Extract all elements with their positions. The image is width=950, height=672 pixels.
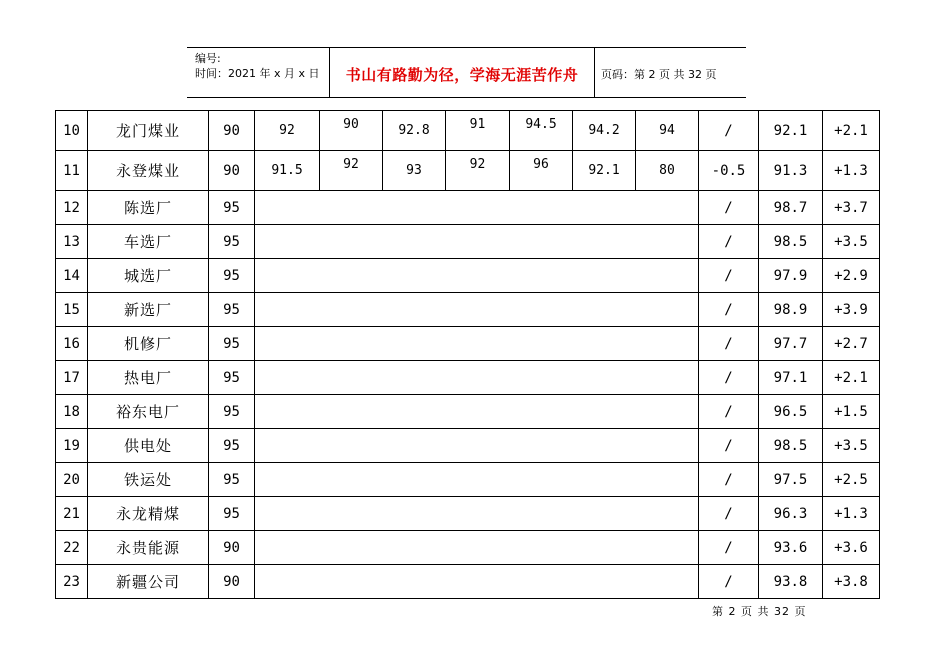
score-diff-cell: +2.1 xyxy=(823,111,880,151)
adjustment-cell: / xyxy=(699,327,759,361)
row-number-cell: 16 xyxy=(56,327,88,361)
table-row xyxy=(56,225,880,259)
base-score-cell: 90 xyxy=(209,111,255,151)
base-score-cell: 95 xyxy=(209,293,255,327)
empty-sub-score-cell xyxy=(255,361,699,395)
page-footer: 第 2 页 共 32 页 xyxy=(712,605,807,618)
adjustment-cell: / xyxy=(699,259,759,293)
final-score-cell: 98.9 xyxy=(759,293,823,327)
unit-name-cell: 新疆公司 xyxy=(88,565,209,599)
empty-sub-score-cell xyxy=(255,327,699,361)
sub-score-cell: 92 xyxy=(320,151,383,191)
sub-score-cell: 92 xyxy=(255,111,320,151)
unit-name-cell: 裕东电厂 xyxy=(88,395,209,429)
sub-score-cell: 92.1 xyxy=(573,151,636,191)
sub-score-cell: 80 xyxy=(636,151,699,191)
score-diff-cell: +3.8 xyxy=(823,565,880,599)
row-number-cell: 15 xyxy=(56,293,88,327)
final-score-cell: 91.3 xyxy=(759,151,823,191)
empty-sub-score-cell xyxy=(255,191,699,225)
row-number-cell: 21 xyxy=(56,497,88,531)
table-row xyxy=(56,293,880,327)
score-diff-cell: +1.3 xyxy=(823,497,880,531)
empty-sub-score-cell xyxy=(255,225,699,259)
unit-name-cell: 车选厂 xyxy=(88,225,209,259)
row-number-cell: 10 xyxy=(56,111,88,151)
unit-name-cell: 机修厂 xyxy=(88,327,209,361)
score-diff-cell: +2.9 xyxy=(823,259,880,293)
adjustment-cell: / xyxy=(699,225,759,259)
base-score-cell: 95 xyxy=(209,429,255,463)
base-score-cell: 95 xyxy=(209,497,255,531)
final-score-cell: 98.5 xyxy=(759,429,823,463)
base-score-cell: 95 xyxy=(209,191,255,225)
final-score-cell: 92.1 xyxy=(759,111,823,151)
sub-score-cell: 92 xyxy=(446,151,510,191)
score-diff-cell: +1.5 xyxy=(823,395,880,429)
unit-name-cell: 永登煤业 xyxy=(88,151,209,191)
score-diff-cell: +2.7 xyxy=(823,327,880,361)
score-diff-cell: +1.3 xyxy=(823,151,880,191)
document-time-label: 时间：2021 年 x 月 x 日 xyxy=(195,67,320,80)
final-score-cell: 96.5 xyxy=(759,395,823,429)
base-score-cell: 95 xyxy=(209,259,255,293)
adjustment-cell: / xyxy=(699,395,759,429)
score-diff-cell: +3.6 xyxy=(823,531,880,565)
score-table xyxy=(55,110,880,599)
table-row xyxy=(56,395,880,429)
row-number-cell: 12 xyxy=(56,191,88,225)
empty-sub-score-cell xyxy=(255,565,699,599)
table-body xyxy=(56,111,880,599)
final-score-cell: 97.1 xyxy=(759,361,823,395)
adjustment-cell: -0.5 xyxy=(699,151,759,191)
score-diff-cell: +2.1 xyxy=(823,361,880,395)
base-score-cell: 95 xyxy=(209,463,255,497)
final-score-cell: 96.3 xyxy=(759,497,823,531)
empty-sub-score-cell xyxy=(255,429,699,463)
adjustment-cell: / xyxy=(699,191,759,225)
header-divider xyxy=(594,48,595,97)
table-row xyxy=(56,191,880,225)
table-row xyxy=(56,111,880,151)
table-row xyxy=(56,531,880,565)
table-row xyxy=(56,151,880,191)
final-score-cell: 93.8 xyxy=(759,565,823,599)
adjustment-cell: / xyxy=(699,531,759,565)
final-score-cell: 97.9 xyxy=(759,259,823,293)
table-row xyxy=(56,429,880,463)
base-score-cell: 95 xyxy=(209,327,255,361)
adjustment-cell: / xyxy=(699,463,759,497)
final-score-cell: 97.5 xyxy=(759,463,823,497)
final-score-cell: 93.6 xyxy=(759,531,823,565)
base-score-cell: 95 xyxy=(209,395,255,429)
empty-sub-score-cell xyxy=(255,463,699,497)
row-number-cell: 23 xyxy=(56,565,88,599)
score-diff-cell: +3.9 xyxy=(823,293,880,327)
final-score-cell: 98.5 xyxy=(759,225,823,259)
unit-name-cell: 永龙精煤 xyxy=(88,497,209,531)
sub-score-cell: 90 xyxy=(320,111,383,151)
sub-score-cell: 96 xyxy=(510,151,573,191)
empty-sub-score-cell xyxy=(255,497,699,531)
row-number-cell: 19 xyxy=(56,429,88,463)
row-number-cell: 18 xyxy=(56,395,88,429)
table-row xyxy=(56,259,880,293)
sub-score-cell: 93 xyxy=(383,151,446,191)
empty-sub-score-cell xyxy=(255,293,699,327)
adjustment-cell: / xyxy=(699,293,759,327)
unit-name-cell: 新选厂 xyxy=(88,293,209,327)
adjustment-cell: / xyxy=(699,429,759,463)
empty-sub-score-cell xyxy=(255,395,699,429)
row-number-cell: 11 xyxy=(56,151,88,191)
unit-name-cell: 陈选厂 xyxy=(88,191,209,225)
score-diff-cell: +3.5 xyxy=(823,225,880,259)
header-motto: 书山有路勤为径，学海无涯苦作舟 xyxy=(345,66,579,84)
unit-name-cell: 城选厂 xyxy=(88,259,209,293)
sub-score-cell: 94 xyxy=(636,111,699,151)
table-row xyxy=(56,497,880,531)
table-row xyxy=(56,463,880,497)
adjustment-cell: / xyxy=(699,497,759,531)
row-number-cell: 17 xyxy=(56,361,88,395)
unit-name-cell: 热电厂 xyxy=(88,361,209,395)
row-number-cell: 13 xyxy=(56,225,88,259)
header-page-info: 页码：第 2 页 共 32 页 xyxy=(601,68,717,81)
base-score-cell: 95 xyxy=(209,361,255,395)
score-diff-cell: +3.7 xyxy=(823,191,880,225)
sub-score-cell: 94.5 xyxy=(510,111,573,151)
sub-score-cell: 91 xyxy=(446,111,510,151)
sub-score-cell: 94.2 xyxy=(573,111,636,151)
base-score-cell: 90 xyxy=(209,531,255,565)
empty-sub-score-cell xyxy=(255,531,699,565)
adjustment-cell: / xyxy=(699,361,759,395)
header-meta xyxy=(195,51,320,81)
unit-name-cell: 永贵能源 xyxy=(88,531,209,565)
table-row xyxy=(56,361,880,395)
unit-name-cell: 铁运处 xyxy=(88,463,209,497)
unit-name-cell: 龙门煤业 xyxy=(88,111,209,151)
score-diff-cell: +3.5 xyxy=(823,429,880,463)
page-header xyxy=(187,47,746,98)
document-number-label: 编号: xyxy=(195,52,221,65)
empty-sub-score-cell xyxy=(255,259,699,293)
sub-score-cell: 92.8 xyxy=(383,111,446,151)
adjustment-cell: / xyxy=(699,565,759,599)
adjustment-cell: / xyxy=(699,111,759,151)
base-score-cell: 90 xyxy=(209,151,255,191)
final-score-cell: 98.7 xyxy=(759,191,823,225)
table-row xyxy=(56,327,880,361)
sub-score-cell: 91.5 xyxy=(255,151,320,191)
row-number-cell: 14 xyxy=(56,259,88,293)
final-score-cell: 97.7 xyxy=(759,327,823,361)
row-number-cell: 22 xyxy=(56,531,88,565)
row-number-cell: 20 xyxy=(56,463,88,497)
unit-name-cell: 供电处 xyxy=(88,429,209,463)
base-score-cell: 90 xyxy=(209,565,255,599)
score-diff-cell: +2.5 xyxy=(823,463,880,497)
base-score-cell: 95 xyxy=(209,225,255,259)
table-row xyxy=(56,565,880,599)
